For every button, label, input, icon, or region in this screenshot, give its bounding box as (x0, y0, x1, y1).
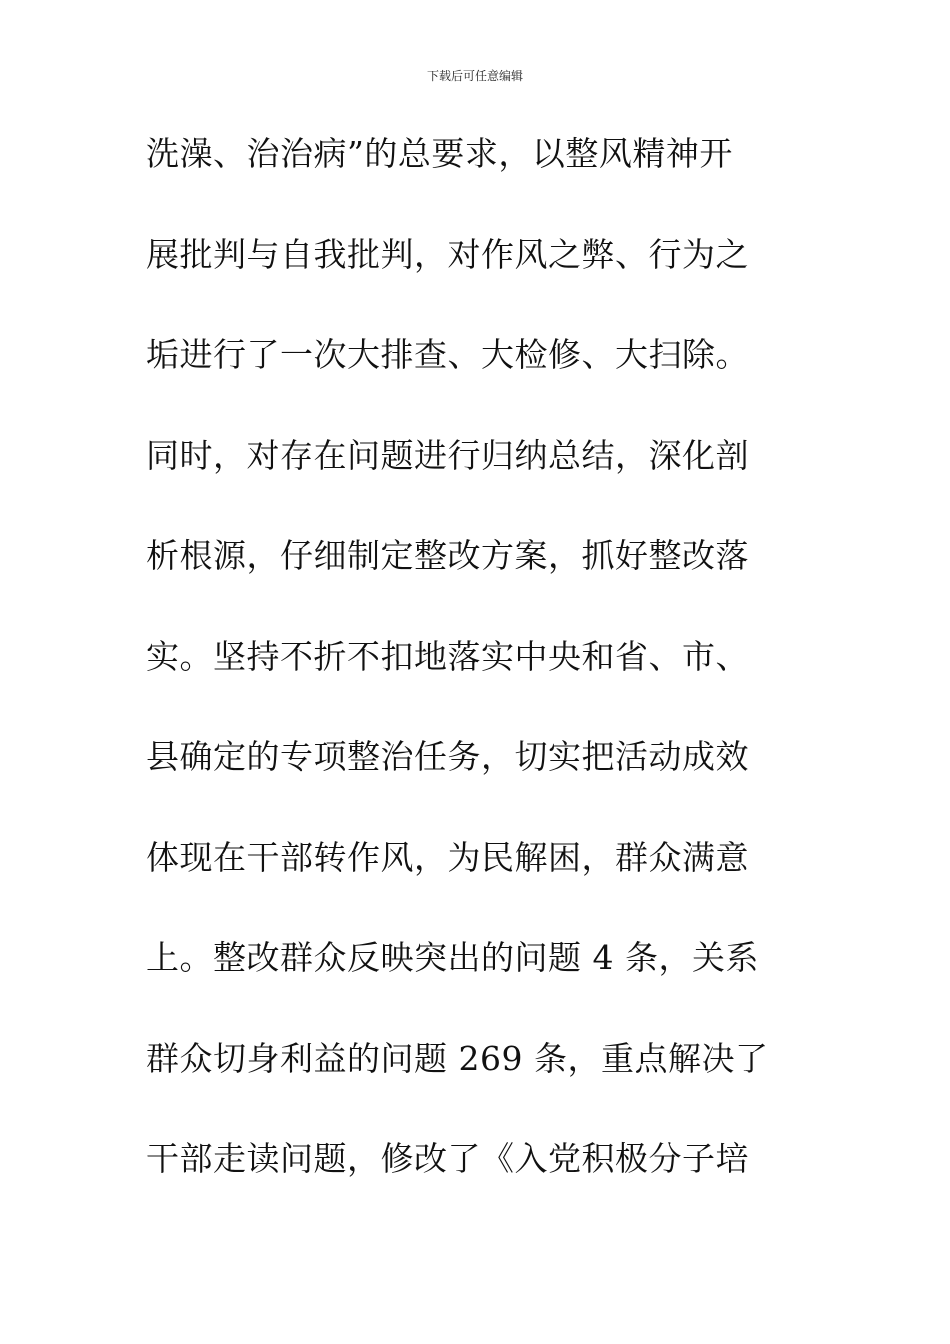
text-line: 同时，对存在问题进行归纳总结，深化剖 (146, 435, 749, 475)
text-line: 实。坚持不折不扣地落实中央和省、市、 (146, 636, 749, 676)
text-line: 洗澡、治治病”的总要求，以整风精神开 (146, 134, 733, 173)
text-line: 干部走读问题，修改了《入党积极分子培 (146, 1139, 749, 1178)
text-line: 群众切身利益的问题 269 条，重点解决了 (146, 1038, 769, 1078)
document-body (146, 124, 816, 1230)
text-line: 上。整改群众反映突出的问题 4 条，关系 (146, 938, 759, 977)
text-line: 垢进行了一次大排查、大检修、大扫除。 (146, 335, 749, 374)
text-line: 体现在干部转作风，为民解困，群众满意 (146, 837, 749, 877)
text-line: 展批判与自我批判，对作风之弊、行为之 (146, 234, 749, 274)
text-line: 析根源，仔细制定整改方案，抓好整改落 (146, 536, 749, 575)
text-line: 县确定的专项整治任务，切实把活动成效 (146, 737, 749, 776)
page-header-note: 下载后可任意编辑 (426, 69, 523, 83)
